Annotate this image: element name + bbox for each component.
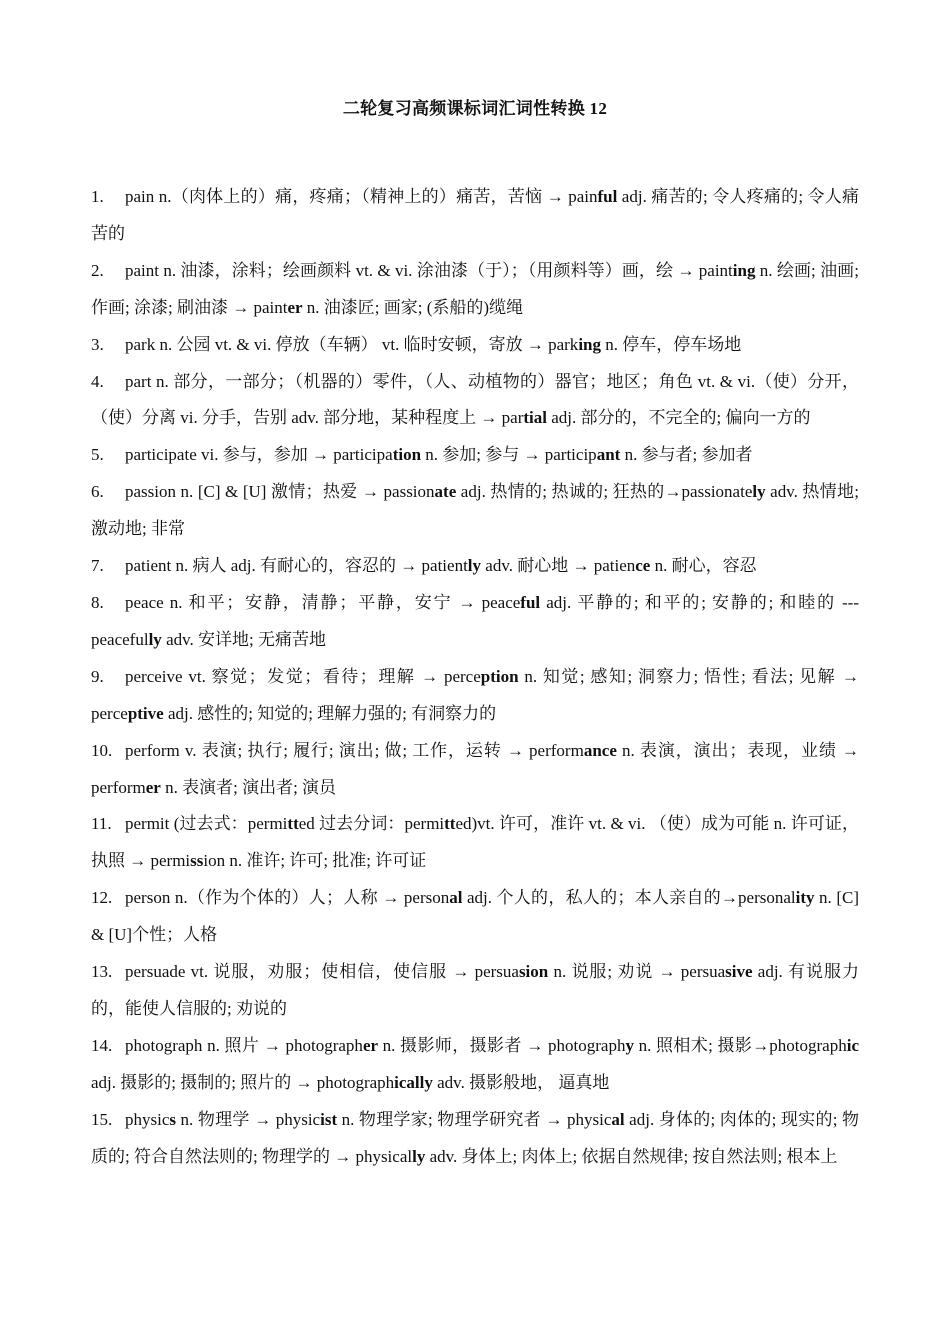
entry-text: physic xyxy=(125,1109,170,1129)
entry-text: n. 表演者; 演出者; 演员 xyxy=(160,777,337,797)
entry-text: adj. 平静的; 和平的; 安静的; 和睦的 --- peaceful xyxy=(91,592,859,649)
suffix-bold: ly xyxy=(752,482,766,502)
document-title: 二轮复习高频课标词汇词性转换 12 xyxy=(342,99,608,118)
entry-text: perceive vt. 察觉；发觉；看待；理解 → perce xyxy=(125,666,481,686)
entry-number: 10. xyxy=(91,740,113,760)
suffix-bold: ance xyxy=(583,740,617,760)
entry-number: 2. xyxy=(91,260,104,280)
entry-text: paint n. 油漆，涂料；绘画颜料 vt. & vi. 涂油漆（于）；（用颜料等）画，绘 → paint xyxy=(125,260,733,280)
entry-text: n. 物理学 → physic xyxy=(176,1109,321,1129)
suffix-bold: tial xyxy=(523,408,547,428)
entry-number: 15. xyxy=(91,1109,113,1129)
entry-text: participate vi. 参与，参加 → participa xyxy=(125,445,393,465)
suffix-bold: y xyxy=(625,1035,634,1055)
entry-text: adj. 个人的，私人的；本人亲自的→personal xyxy=(462,888,796,908)
suffix-bold: ss xyxy=(190,851,204,871)
suffix-bold: ically xyxy=(394,1072,433,1092)
entry-text: passion n. [C] & [U] 激情；热爱 → passion xyxy=(125,482,435,502)
vocab-entry xyxy=(91,253,859,327)
suffix-bold: al xyxy=(449,888,463,908)
entry-text: n. 停车，停车场地 xyxy=(601,334,742,354)
entry-number: 5. xyxy=(91,445,104,465)
suffix-bold: ptive xyxy=(127,703,164,723)
entry-text: adj. 部分的，不完全的; 偏向一方的 xyxy=(546,408,811,428)
entry-text: adj. 感性的; 知觉的; 理解力强的; 有洞察力的 xyxy=(163,703,497,723)
vocab-entry xyxy=(91,327,859,364)
entry-number: 7. xyxy=(91,556,104,576)
suffix-bold: ic xyxy=(846,1035,859,1055)
entry-number: 6. xyxy=(91,482,104,502)
entry-text: n. 参与者; 参加者 xyxy=(620,445,753,465)
entry-text: adj. 摄影的; 摄制的; 照片的 → photograph xyxy=(91,1072,395,1092)
entry-number: 9. xyxy=(91,666,104,686)
entry-number: 14. xyxy=(91,1035,113,1055)
entry-text: n. 物理学家; 物理学研究者 → physic xyxy=(337,1109,612,1129)
entry-text: person n.（作为个体的）人；人称 → person xyxy=(125,888,450,908)
vocab-entry xyxy=(91,179,859,253)
suffix-bold: ce xyxy=(635,556,651,576)
entry-text: n. 知觉; 感知; 洞察力; 悟性; 看法; 见解 → perce xyxy=(91,666,859,723)
entry-text: ion n. 准许; 许可; 批准; 许可证 xyxy=(203,851,427,871)
entry-text: n. 摄影师，摄影者 → photograph xyxy=(378,1035,626,1055)
entry-text: n. 绘画; 油画; 作画; 涂漆; 刷油漆 → paint xyxy=(91,260,859,317)
entry-text: persuade vt. 说服，劝服；使相信，使信服 → persua xyxy=(125,962,519,982)
entry-text: peace n. 和平；安静，清静；平静，安宁 → peace xyxy=(125,592,521,612)
suffix-bold: ly xyxy=(148,629,162,649)
entry-text: adj. 热情的; 热诚的; 狂热的→passionate xyxy=(456,482,753,502)
vocab-entry xyxy=(91,1102,859,1176)
vocab-entry xyxy=(91,585,859,659)
entry-number: 13. xyxy=(91,962,113,982)
suffix-bold: ate xyxy=(434,482,457,502)
entry-text: park n. 公园 vt. & vi. 停放（车辆） vt. 临时安顿，寄放 → park xyxy=(125,334,579,354)
suffix-bold: sion xyxy=(518,962,549,982)
suffix-bold: ly xyxy=(412,1146,426,1166)
entry-text: n. 耐心，容忍 xyxy=(650,556,757,576)
suffix-bold: er xyxy=(145,777,161,797)
entry-number: 3. xyxy=(91,334,104,354)
vocab-entry xyxy=(91,880,859,954)
suffix-bold: s xyxy=(169,1109,177,1129)
suffix-bold: sive xyxy=(725,962,753,982)
entry-text: adv. 热情地; 激动地; 非常 xyxy=(91,482,860,539)
entry-text: adj. 痛苦的; 令人疼痛的; 令人痛苦的 xyxy=(91,187,859,243)
entry-number: 11. xyxy=(91,814,112,834)
suffix-bold: er xyxy=(287,297,303,317)
suffix-bold: ist xyxy=(320,1109,338,1129)
entry-number: 12. xyxy=(91,888,113,908)
suffix-bold: ing xyxy=(578,334,601,354)
vocab-entry xyxy=(91,437,859,474)
vocab-entry xyxy=(91,1028,859,1102)
entry-text: n. 参加; 参与 → particip xyxy=(421,445,597,465)
suffix-bold: tt xyxy=(444,814,456,834)
entry-text: permit (过去式：permi xyxy=(125,814,288,834)
vocab-entry xyxy=(91,364,859,438)
entry-text: ed)vt. 许可，准许 vt. & vi. （使）成为可能 n. 许可证，执照 → permi xyxy=(91,814,859,871)
suffix-bold: ful xyxy=(520,592,541,612)
vocab-entry xyxy=(91,548,859,585)
suffix-bold: al xyxy=(611,1109,625,1129)
vocab-entry xyxy=(91,954,859,1028)
suffix-bold: ity xyxy=(795,888,815,908)
vocab-entry xyxy=(91,474,859,548)
entry-text: patient n. 病人 adj. 有耐心的，容忍的 → patient xyxy=(125,556,468,576)
suffix-bold: ption xyxy=(480,666,519,686)
vocab-entry xyxy=(91,806,859,880)
suffix-bold: tt xyxy=(287,814,299,834)
entry-number: 4. xyxy=(91,371,104,391)
entry-text: part n. 部分，一部分；（机器的）零件，（人、动植物的）器官；地区；角色 vt. & vi.（使）分开，（使）分离 vi. 分手，告别 adv. 部分地，某种程度上 → par xyxy=(91,371,859,428)
suffix-bold: tion xyxy=(392,445,422,465)
suffix-bold: ful xyxy=(597,187,618,206)
entry-text: ed 过去分词：permi xyxy=(298,814,445,834)
entry-text: adj. 有说服力的，能使人信服的; 劝说的 xyxy=(91,962,859,1018)
suffix-bold: er xyxy=(362,1035,379,1055)
entry-text: adv. 耐心地 → patien xyxy=(481,556,636,576)
entry-text: n. 照相术; 摄影→photograph xyxy=(633,1035,847,1055)
entry-text: perform v. 表演; 执行; 履行; 演出; 做; 工作，运转 → perform xyxy=(125,740,584,760)
entry-text: photograph n. 照片 → photograph xyxy=(125,1035,363,1055)
entry-text: adv. 安详地; 无痛苦地 xyxy=(161,629,326,649)
entry-text: adv. 摄影般地， 逼真地 xyxy=(432,1072,610,1092)
entry-text: n. 表演，演出；表现，业绩 → perform xyxy=(91,740,860,797)
entry-text: n. 说服; 劝说 → persua xyxy=(548,962,726,982)
suffix-bold: ing xyxy=(732,260,756,280)
entry-text: adj. 身体的; 肉体的; 现实的; 物质的; 符合自然法则的; 物理学的 → physical xyxy=(91,1109,859,1166)
entry-number: 1. xyxy=(91,187,104,206)
vocab-entry xyxy=(91,733,859,807)
vocabulary-list xyxy=(91,179,859,1175)
entry-text: adv. 身体上; 肉体上; 依据自然规律; 按自然法则; 根本上 xyxy=(425,1146,838,1166)
entry-text: n. 油漆匠; 画家; (系船的)缆绳 xyxy=(302,297,524,317)
entry-number: 8. xyxy=(91,592,104,612)
entry-text: n. [C] & [U]个性；人格 xyxy=(91,888,859,945)
suffix-bold: ly xyxy=(467,556,482,576)
entry-text: pain n.（肉体上的）痛，疼痛；（精神上的）痛苦，苦恼 → pain xyxy=(125,187,598,206)
vocab-entry xyxy=(91,659,859,733)
suffix-bold: ant xyxy=(596,445,621,465)
